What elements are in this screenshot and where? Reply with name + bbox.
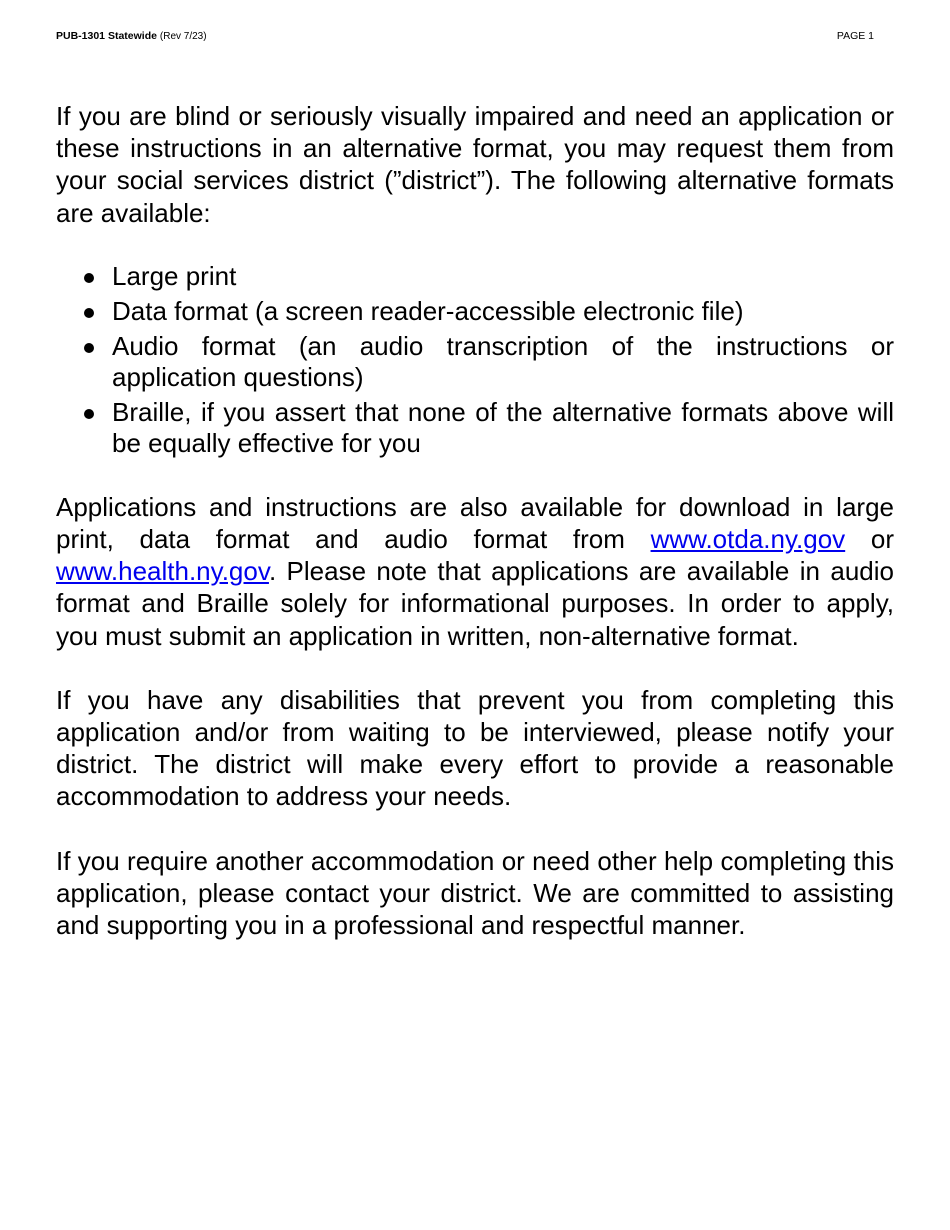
list-item-label: Data format (a screen reader-accessible electronic file) [112,295,744,326]
form-revision: (Rev 7/23) [159,31,207,42]
bullet-icon [84,308,94,318]
otda-website-link[interactable]: www.otda.ny.gov [650,524,846,555]
list-item [56,331,894,393]
bullet-icon [84,273,94,283]
form-identifier [56,29,207,44]
download-text-before: Applications and instructions are also available for download in large print, data format and audio format from [56,491,894,555]
list-item [56,397,894,459]
page-header [56,29,874,43]
document-body [56,100,894,973]
alternative-formats-list [56,261,894,459]
health-website-link[interactable]: www.health.ny.gov [56,556,269,587]
download-paragraph [56,491,894,652]
list-item-label: Audio format (an audio transcription of the instructions or application questions) [112,330,894,392]
bullet-icon [84,343,94,353]
accommodation-paragraph: If you require another accommodation or need other help completing this application, please contact your district. We are committed to assisting and supporting you in a professional and respectful manner. [56,845,894,941]
list-item [56,261,894,292]
list-item-label: Large print [112,260,237,291]
form-code: PUB-1301 Statewide [56,30,157,42]
list-item [56,296,894,327]
page-number: PAGE 1 [836,30,874,42]
bullet-icon [84,409,94,419]
intro-paragraph: If you are blind or seriously visually impaired and need an application or these instructions in an alternative format, you may request them from your social services district (”district”). The following alternative formats are available: [56,101,894,228]
disabilities-paragraph: If you have any disabilities that prevent you from completing this application and/or from waiting to be interviewed, please notify your district. The district will make every effort to provide a reasonable accommodation to address your needs. [56,684,894,812]
list-item-label: Braille, if you assert that none of the alternative formats above will be equally effective for you [112,396,894,458]
download-text-after: . Please note that applications are available in audio format and Braille solely for informational purposes. In order to apply, you must submit an application in written, non-alternative format. [56,556,894,651]
download-text-between: or [845,524,894,555]
